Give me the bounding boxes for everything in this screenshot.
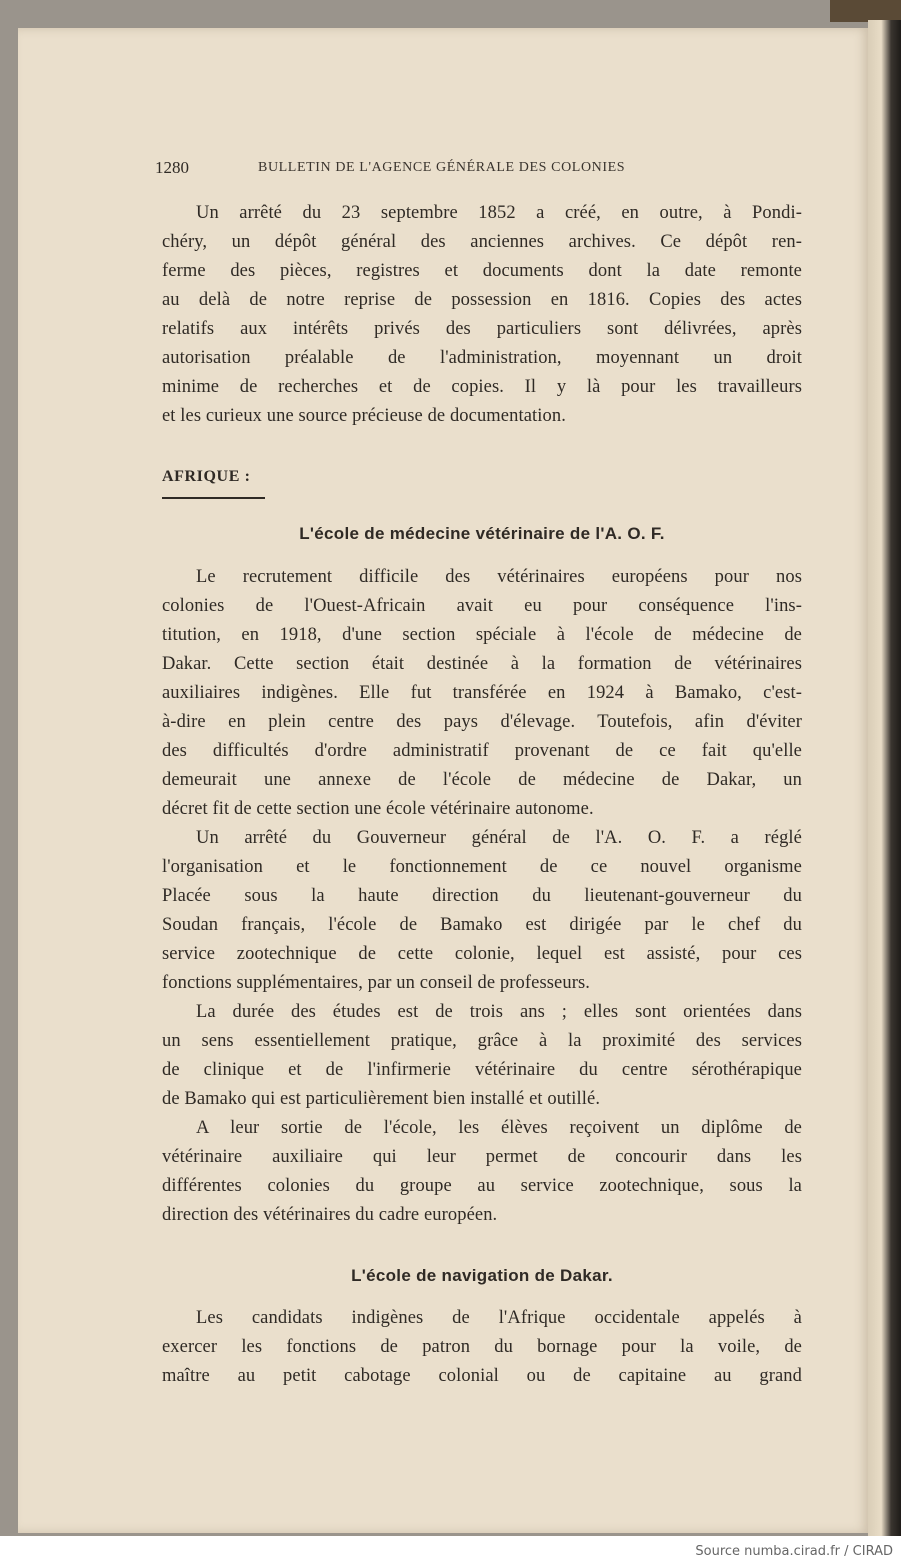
text-line: de Bamako qui est particulièrement bien installé et outillé. [162, 1089, 601, 1109]
text-line: vétérinaire auxiliaire qui leur permet de concourir dans les [162, 1147, 802, 1167]
article-title: L'école de navigation de Dakar. [351, 1266, 613, 1285]
text-line: La durée des études est de trois ans ; elles sont orientées dans [196, 1002, 802, 1022]
text-line: chéry, un dépôt général des anciennes archives. Ce dépôt ren- [162, 232, 802, 252]
text-line: auxiliaires indigènes. Elle fut transférée en 1924 à Bamako, c'est- [162, 683, 802, 703]
text-line: minime de recherches et de copies. Il y là pour les travailleurs [162, 377, 802, 397]
text-line: autorisation préalable de l'administration, moyennant un droit [162, 348, 802, 368]
text-line: ferme des pièces, registres et documents dont la date remonte [162, 261, 802, 281]
text-line: exercer les fonctions de patron du bornage pour la voile, de [162, 1337, 802, 1357]
text-line: des difficultés d'ordre administratif provenant de ce fait qu'elle [162, 741, 802, 761]
section-heading: AFRIQUE : [162, 468, 251, 485]
text-line: A leur sortie de l'école, les élèves reçoivent un diplôme de [196, 1118, 802, 1138]
text-line: colonies de l'Ouest-Africain avait eu pour conséquence l'ins- [162, 596, 802, 616]
text-line: Dakar. Cette section était destinée à la formation de vétérinaires [162, 654, 802, 674]
text-line: fonctions supplémentaires, par un conseil de professeurs. [162, 973, 591, 993]
text-line: l'organisation et le fonctionnement de ce nouvel organisme [162, 857, 802, 877]
text-line: Soudan français, l'école de Bamako est dirigée par le chef du [162, 915, 802, 935]
text-line: Un arrêté du 23 septembre 1852 a créé, en outre, à Pondi- [196, 203, 802, 223]
text-line: décret fit de cette section une école vétérinaire autonome. [162, 799, 594, 819]
text-line: un sens essentiellement pratique, grâce à la proximité des services [162, 1031, 802, 1051]
text-line: demeurait une annexe de l'école de médecine de Dakar, un [162, 770, 802, 790]
text-line: différentes colonies du groupe au service zootechnique, sous la [162, 1176, 802, 1196]
text-line: relatifs aux intérêts privés des particuliers sont délivrées, après [162, 319, 802, 339]
text-line: Placée sous la haute direction du lieutenant-gouverneur du [162, 886, 802, 906]
text-line: Un arrêté du Gouverneur général de l'A. O. F. a réglé [196, 828, 802, 848]
text-line: au delà de notre reprise de possession en 1816. Copies des actes [162, 290, 802, 310]
text-line: direction des vétérinaires du cadre européen. [162, 1205, 498, 1225]
source-credit: Source numba.cirad.fr / CIRAD [695, 1544, 893, 1559]
running-title: BULLETIN DE L'AGENCE GÉNÉRALE DES COLONIES [258, 160, 626, 175]
text-line: et les curieux une source précieuse de documentation. [162, 406, 566, 426]
text-line: maître au petit cabotage colonial ou de capitaine au grand [162, 1366, 802, 1386]
text-line: Le recrutement difficile des vétérinaires européens pour nos [196, 567, 802, 587]
text-line: Les candidats indigènes de l'Afrique occidentale appelés à [196, 1308, 802, 1328]
book-binding-edge [868, 20, 901, 1536]
text-line: service zootechnique de cette colonie, lequel est assisté, pour ces [162, 944, 802, 964]
book-cover-edge [830, 0, 901, 22]
text-line: à-dire en plein centre des pays d'élevage. Toutefois, afin d'éviter [162, 712, 802, 732]
page-number: 1280 [155, 158, 189, 177]
section-underline [162, 497, 265, 499]
article-title: L'école de médecine vétérinaire de l'A. O. F. [299, 524, 665, 543]
text-line: de clinique et de l'infirmerie vétérinaire du centre sérothérapique [162, 1060, 802, 1080]
text-line: titution, en 1918, d'une section spéciale à l'école de médecine de [162, 625, 802, 645]
